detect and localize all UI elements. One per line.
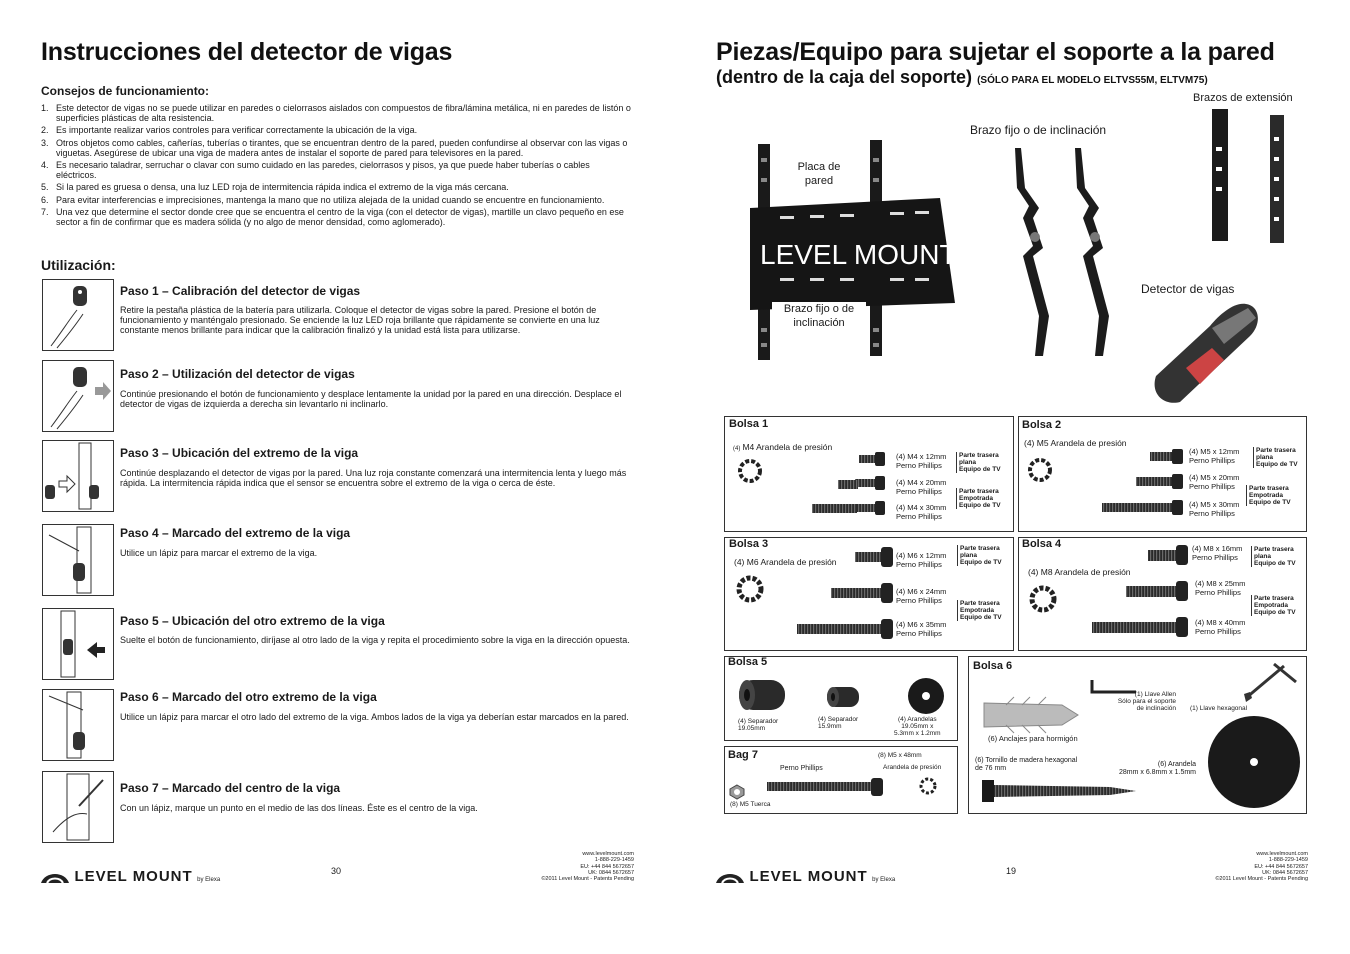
tip-item: 4. Es necesario taladrar, serruchar o clavar con sumo cuidado en las paredes, cielorrasos y pisos, ya que puede haber tuberías o cables eléctricos. xyxy=(41,160,590,181)
step1-illustration xyxy=(42,279,114,351)
bag4-bolt1: (4) M8 x 16mm Perno Phillips xyxy=(1192,544,1243,562)
tip-item: 1. Este detector de vigas no se puede utilizar en paredes o cielorrasos aislados con compuestos de fibra/lámina metálica, ni en paredes de listón o superficies plásticas de alta resistencia. xyxy=(41,103,631,124)
bag7-lock-washer-icon xyxy=(916,774,940,798)
bag1-bolt1: (4) M4 x 12mm Perno Phillips xyxy=(896,452,947,470)
fixed-tilt-arm2-label: Brazo fijo o de inclinación xyxy=(772,302,866,330)
bag2-washer-label: (4) M5 Arandela de presión xyxy=(1024,438,1127,448)
step7-title: Paso 7 – Marcado del centro de la viga xyxy=(120,781,341,795)
spacer-19mm-image xyxy=(733,676,793,716)
spacer-15mm-image xyxy=(823,684,865,712)
lock-washer-icon xyxy=(1026,582,1060,616)
bag6-title: Bolsa 6 xyxy=(973,660,1013,672)
bag5-item1: (4) Separador 19.05mm xyxy=(738,718,779,732)
step5-illustration xyxy=(42,608,114,680)
bag7-title: Bag 7 xyxy=(728,749,758,761)
lock-washer-icon xyxy=(1025,455,1055,485)
tip-item: 5. Si la pared es gruesa o densa, una luz LED roja de intermitencia rápida indica el extremo de la viga más cercana. xyxy=(41,182,509,193)
bag4-note-recessed: Parte trasera Empotrada Equipo de TV xyxy=(1251,595,1296,616)
bag2-title: Bolsa 2 xyxy=(1022,419,1062,431)
bag2-bolt2: (4) M5 x 20mm Perno Phillips xyxy=(1189,473,1240,491)
stud-finder-image xyxy=(1150,298,1270,408)
bag1-washer-label: (4) M4 Arandela de presión xyxy=(733,442,833,452)
left-page-title: Instrucciones del detector de vigas xyxy=(41,38,453,66)
bag4-note-flat: Parte trasera plana Equipo de TV xyxy=(1251,546,1296,567)
left-footer-contact: www.levelmount.com 1-888-229-1459 EU: +44 844 5672657 UK: 0844 5672657 ©2011 Level Mount - Patents Pending xyxy=(541,851,634,883)
bag7-bolt-image xyxy=(765,776,885,798)
step3-illustration xyxy=(42,440,114,512)
bag2-bolt3: (4) M5 x 30mm Perno Phillips xyxy=(1189,500,1240,518)
large-washer-image xyxy=(1205,713,1303,811)
bag2-note-flat: Parte trasera plana Equipo de TV xyxy=(1253,447,1298,468)
right-footer-contact: www.levelmount.com 1-888-229-1459 EU: +44 844 5672657 UK: 0844 5672657 ©2011 Level Mount - Patents Pending xyxy=(1215,851,1308,883)
wall-plate-label: Placa de pared xyxy=(790,160,848,188)
step6-title: Paso 6 – Marcado del otro extremo de la viga xyxy=(120,690,377,704)
extension-arms-label: Brazos de extensión xyxy=(1193,92,1293,104)
right-page-title: Piezas/Equipo para sujetar el soporte a la pared xyxy=(716,38,1275,66)
plate-brand-text: LEVEL MOUNT xyxy=(760,239,957,270)
step5-title: Paso 5 – Ubicación del otro extremo de la viga xyxy=(120,614,385,628)
bag3-bolts-image xyxy=(795,545,895,645)
bag6-allen-label: (1) Llave Allen Sólo para el soporte de inclinación xyxy=(1117,691,1176,712)
bag6-screws-label: (6) Tornillo de madera hexagonal de 76 mm xyxy=(975,757,1078,772)
bag6-anchors-label: (6) Anclajes para hormigón xyxy=(988,734,1078,743)
right-page-subtitle: (dentro de la caja del soporte) (SÓLO PARA EL MODELO ELTVS55M, ELTVM75) xyxy=(716,67,1208,87)
bag7-washer-label: Arandela de presión xyxy=(883,764,942,771)
step1-text: Retire la pestaña plástica de la batería para utilizarla. Coloque el detector de vigas sobre la pared. Presione el botón de funcionamiento y manténgalo presionado. Se enciende la luz LED roja brillante que rápidamente se convierte en una luz constante menos brillante para indicar que la calibración finalizó y la unidad está lista para utilizarse. xyxy=(120,305,600,335)
tip-item: 3. Otros objetos como cables, cañerías, tuberías o tirantes, que se encuentran dentro de la pared, pueden confundirse al observar con las vigas o viguetas. Asegúrese de ubicar una viga de madera antes de instalar el soporte de pared para televisores en la pared. xyxy=(41,137,628,158)
step3-text: Continúe desplazando el detector de vigas por la pared. Una luz roja constante comenzará una intermitencia lenta y luego más rápida. La intermitencia rápida indica que el sensor se encuentra sobre el extremo de la viga o cerca de éste. xyxy=(120,468,627,488)
logo-mark-icon xyxy=(715,868,745,886)
bag4-bolt2: (4) M8 x 25mm Perno Phillips xyxy=(1195,579,1246,597)
bag7-nut-label: (8) M5 Tuerca xyxy=(730,801,771,808)
left-page-number: 30 xyxy=(331,866,342,876)
lock-washer-icon xyxy=(735,456,765,486)
bag1-title: Bolsa 1 xyxy=(729,418,769,430)
bag5-item3: (4) Arandelas 19.05mm x 5.3mm x 1.2mm xyxy=(894,716,941,737)
bag4-bolt3: (4) M8 x 40mm Perno Phillips xyxy=(1195,618,1246,636)
bag5-item2: (4) Separador 15.9mm xyxy=(818,716,859,730)
step5-text: Suelte el botón de funcionamiento, diríjase al otro lado de la viga y repita el procedimiento sobre la viga en la dirección opuesta. xyxy=(120,635,630,645)
lag-screw-image xyxy=(980,776,1140,806)
bag4-bolts-image xyxy=(1090,543,1190,643)
right-page-number: 19 xyxy=(1006,866,1017,876)
bag3-washer-label: (4) M6 Arandela de presión xyxy=(734,557,837,567)
left-logo: LEVEL MOUNT by Elexa xyxy=(40,868,220,886)
step1-title: Paso 1 – Calibración del detector de vigas xyxy=(120,284,361,298)
right-logo: LEVEL MOUNT by Elexa xyxy=(715,868,895,886)
bag5-title: Bolsa 5 xyxy=(728,656,768,668)
stud-finder-label: Detector de vigas xyxy=(1141,282,1235,296)
bag2-bolts-image xyxy=(1100,447,1185,522)
bag3-bolt3: (4) M6 x 35mm Perno Phillips xyxy=(896,620,947,638)
tilt-arms-image xyxy=(995,142,1135,372)
bag1-bolt3: (4) M4 x 30mm Perno Phillips xyxy=(896,503,947,521)
bag4-washer-label: (4) M8 Arandela de presión xyxy=(1028,567,1131,577)
bag1-bolt2: (4) M4 x 20mm Perno Phillips xyxy=(896,478,947,496)
step4-title: Paso 4 – Marcado del extremo de la viga xyxy=(120,526,351,540)
bag3-title: Bolsa 3 xyxy=(729,538,769,550)
step7-illustration xyxy=(42,771,114,843)
tip-item: 6. Para evitar interferencias e imprecisiones, mantenga la mano que no utiliza alejada de la unidad cuando se encuentre en funcionamiento. xyxy=(41,194,605,205)
logo-mark-icon xyxy=(40,868,70,886)
fixed-tilt-arm-label: Brazo fijo o de inclinación xyxy=(970,123,1107,137)
tip-item: 7. Una vez que determine el sector donde cree que se encuentra el centro de la viga (con el detector de vigas), martille un clavo pequeño en ese sector a fin de confirmar que es madera sólida (y no algo de menor densidad, como aglomerado). xyxy=(41,206,624,228)
bag2-bolt1: (4) M5 x 12mm Perno Phillips xyxy=(1189,447,1240,465)
step4-illustration xyxy=(42,524,114,596)
tip-item: 2. Es importante realizar varios controles para verificar correctamente la ubicación de la viga. xyxy=(41,125,418,136)
bag7-phillips-label: Perno Phillips xyxy=(780,765,823,772)
flat-washer-image xyxy=(906,676,946,716)
bag3-note-recessed: Parte trasera Empotrada Equipo de TV xyxy=(957,600,1002,621)
step3-title: Paso 3 – Ubicación del extremo de la viga xyxy=(120,446,359,460)
bag7-bolt-size: (8) M5 x 48mm xyxy=(878,752,922,759)
extension-arms-image xyxy=(1204,107,1304,247)
hex-key-image xyxy=(1240,660,1300,704)
bag1-note-flat: Parte trasera plana Equipo de TV xyxy=(956,452,1001,473)
bag1-bolts-image xyxy=(855,450,891,525)
tips-heading: Consejos de funcionamiento: xyxy=(41,84,210,98)
usage-heading: Utilización: xyxy=(41,257,116,273)
step2-illustration xyxy=(42,360,114,432)
lock-washer-icon xyxy=(733,572,767,606)
bag1-note-recessed: Parte trasera Empotrada Equipo de TV xyxy=(956,488,1001,509)
bag3-note-flat: Parte trasera plana Equipo de TV xyxy=(957,545,1002,566)
step6-illustration xyxy=(42,689,114,761)
bag4-title: Bolsa 4 xyxy=(1022,538,1062,550)
step6-text: Utilice un lápiz para marcar el otro lado del extremo de la viga. Ambos lados de la viga ya deberían estar marcados en la pared. xyxy=(120,712,629,722)
bag3-bolt1: (4) M6 x 12mm Perno Phillips xyxy=(896,551,947,569)
step7-text: Con un lápiz, marque un punto en el medio de las dos líneas. Éste es el centro de la viga. xyxy=(120,803,478,813)
bag2-note-recessed: Parte trasera Empotrada Equipo de TV xyxy=(1246,485,1291,506)
tips-list xyxy=(41,103,631,229)
step4-text: Utilice un lápiz para marcar el extremo de la viga. xyxy=(120,548,318,558)
bag6-washer-label: (6) Arandela 28mm x 6.8mm x 1.5mm xyxy=(1118,761,1196,776)
bag3-bolt2: (4) M6 x 24mm Perno Phillips xyxy=(896,587,947,605)
concrete-anchor-image xyxy=(978,695,1084,735)
nut-icon xyxy=(729,784,745,800)
step2-title: Paso 2 – Utilización del detector de vigas xyxy=(120,367,355,381)
bag6-hexkey-label: (1) Llave hexagonal xyxy=(1190,705,1248,712)
step2-text: Continúe presionando el botón de funcionamiento y desplace lentamente la unidad por la pared en una dirección. Desplace el detector de vigas de izquierda a derecha sin levantarlo ni inclinarlo. xyxy=(120,389,622,409)
